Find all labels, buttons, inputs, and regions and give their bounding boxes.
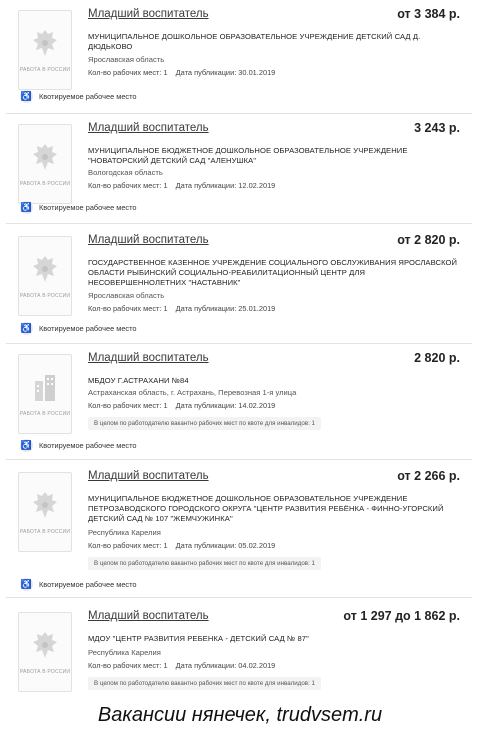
employer-logo (18, 354, 72, 434)
logo-caption: РАБОТА В РОССИИ (19, 529, 71, 535)
places-count: Кол-во рабочих мест: 1 (88, 541, 168, 550)
vacancy-title-link[interactable]: Младший воспитатель (88, 122, 209, 134)
meta-line (88, 68, 275, 77)
vacancy-card (6, 230, 472, 344)
publish-date: Дата публикации: 25.01.2019 (175, 304, 276, 313)
quota-note: В целом по работодателю вакантно рабочих мест по квоте для инвалидов: 1 (88, 417, 321, 430)
employer-logo (18, 612, 72, 692)
quota-badge (20, 439, 137, 452)
employer-logo (18, 10, 72, 90)
vacancy-title-link[interactable]: Младший воспитатель (88, 470, 209, 482)
vacancy-card (6, 466, 472, 598)
region: Ярославская область (88, 291, 165, 300)
salary: 3 243 р. (414, 121, 460, 135)
employer-name: МУНИЦИПАЛЬНОЕ БЮДЖЕТНОЕ ДОШКОЛЬНОЕ ОБРАЗОВАТЕЛЬНОЕ УЧРЕЖДЕНИЕ "НОВАТОРСКИЙ ДЕТСКИЙ САД "АЛЕНУШКА" (88, 146, 408, 165)
meta-line (88, 181, 275, 190)
employer-name: МБДОУ Г.АСТРАХАНИ №84 (88, 376, 189, 385)
places-count: Кол-во рабочих мест: 1 (88, 304, 168, 313)
publish-date: Дата публикации: 04.02.2019 (175, 661, 276, 670)
region: Республика Карелия (88, 648, 161, 657)
places-count: Кол-во рабочих мест: 1 (88, 401, 168, 410)
employer-name: МУНИЦИПАЛЬНОЕ ДОШКОЛЬНОЕ ОБРАЗОВАТЕЛЬНОЕ УЧРЕЖДЕНИЕ ДЕТСКИЙ САД Д. ДЮДЬКОВО (88, 32, 421, 51)
eagle-emblem-icon (30, 253, 60, 287)
meta-line (88, 401, 275, 410)
wheelchair-icon: ♿ (20, 91, 33, 101)
meta-line (88, 541, 275, 550)
employer-name: ГОСУДАРСТВЕННОЕ КАЗЕННОЕ УЧРЕЖДЕНИЕ СОЦИАЛЬНОГО ОБСЛУЖИВАНИЯ ЯРОСЛАВСКОЙ ОБЛАСТИ РЫБИНСКИЙ СОЦИАЛЬНО-РЕАБИЛИТАЦИОННЫЙ ЦЕНТР ДЛЯ НЕСОВЕРШЕННОЛЕТНИХ "НАСТАВНИК" (88, 258, 458, 287)
vacancy-card (6, 118, 472, 224)
places-count: Кол-во рабочих мест: 1 (88, 181, 168, 190)
logo-caption: РАБОТА В РОССИИ (19, 67, 71, 73)
eagle-emblem-icon (30, 629, 60, 663)
employer-logo (18, 124, 72, 204)
quota-badge (20, 201, 137, 214)
logo-caption: РАБОТА В РОССИИ (19, 669, 71, 675)
vacancy-card (6, 4, 472, 114)
publish-date: Дата публикации: 14.02.2019 (175, 401, 276, 410)
meta-line (88, 304, 275, 313)
building-emblem-icon (30, 371, 60, 405)
quota-badge (20, 322, 137, 335)
salary: от 2 820 р. (397, 233, 460, 247)
wheelchair-icon: ♿ (20, 202, 33, 212)
vacancy-card (6, 606, 472, 694)
publish-date: Дата публикации: 12.02.2019 (175, 181, 276, 190)
region: Ярославская область (88, 55, 165, 64)
publish-date: Дата публикации: 05.02.2019 (175, 541, 276, 550)
wheelchair-icon: ♿ (20, 440, 33, 450)
wheelchair-icon: ♿ (20, 323, 33, 333)
logo-caption: РАБОТА В РОССИИ (19, 411, 71, 417)
employer-name: МДОУ "ЦЕНТР РАЗВИТИЯ РЕБЕНКА - ДЕТСКИЙ САД № 87" (88, 634, 309, 643)
logo-caption: РАБОТА В РОССИИ (19, 181, 71, 187)
employer-name: МУНИЦИПАЛЬНОЕ БЮДЖЕТНОЕ ДОШКОЛЬНОЕ ОБРАЗОВАТЕЛЬНОЕ УЧРЕЖДЕНИЕ ПЕТРОЗАВОДСКОГО ГОРОДСКОГО ОКРУГА "ЦЕНТР РАЗВИТИЯ РЕБЁНКА - ФИННО-УГОРСКИЙ ДЕТСКИЙ САД № 107 "ЖЕМЧУЖИНКА" (88, 494, 444, 523)
wheelchair-icon: ♿ (20, 579, 33, 589)
salary: от 3 384 р. (397, 7, 460, 21)
vacancy-title-link[interactable]: Младший воспитатель (88, 352, 209, 364)
quota-label: Квотируемое рабочее место (39, 324, 137, 333)
image-caption: Вакансии нянечек, trudvsem.ru (0, 694, 480, 737)
places-count: Кол-во рабочих мест: 1 (88, 68, 168, 77)
vacancy-title-link[interactable]: Младший воспитатель (88, 234, 209, 246)
region: Астраханская область, г. Астрахань, Перевозная 1-я улица (88, 388, 297, 397)
vacancy-title-link[interactable]: Младший воспитатель (88, 610, 209, 622)
quota-label: Квотируемое рабочее место (39, 441, 137, 450)
salary: от 1 297 до 1 862 р. (343, 609, 460, 623)
quota-badge (20, 578, 137, 591)
region: Вологодская область (88, 168, 163, 177)
meta-line (88, 661, 275, 670)
logo-caption: РАБОТА В РОССИИ (19, 293, 71, 299)
salary: от 2 266 р. (397, 469, 460, 483)
eagle-emblem-icon (30, 27, 60, 61)
quota-label: Квотируемое рабочее место (39, 580, 137, 589)
quota-note: В целом по работодателю вакантно рабочих мест по квоте для инвалидов: 1 (88, 677, 321, 690)
vacancy-title-link[interactable]: Младший воспитатель (88, 8, 209, 20)
eagle-emblem-icon (30, 489, 60, 523)
quota-label: Квотируемое рабочее место (39, 203, 137, 212)
places-count: Кол-во рабочих мест: 1 (88, 661, 168, 670)
quota-badge (20, 90, 137, 103)
vacancy-card (6, 348, 472, 460)
salary: 2 820 р. (414, 351, 460, 365)
quota-label: Квотируемое рабочее место (39, 92, 137, 101)
quota-note: В целом по работодателю вакантно рабочих мест по квоте для инвалидов: 1 (88, 557, 321, 570)
publish-date: Дата публикации: 30.01.2019 (175, 68, 276, 77)
employer-logo (18, 236, 72, 316)
employer-logo (18, 472, 72, 552)
eagle-emblem-icon (30, 141, 60, 175)
region: Республика Карелия (88, 528, 161, 537)
